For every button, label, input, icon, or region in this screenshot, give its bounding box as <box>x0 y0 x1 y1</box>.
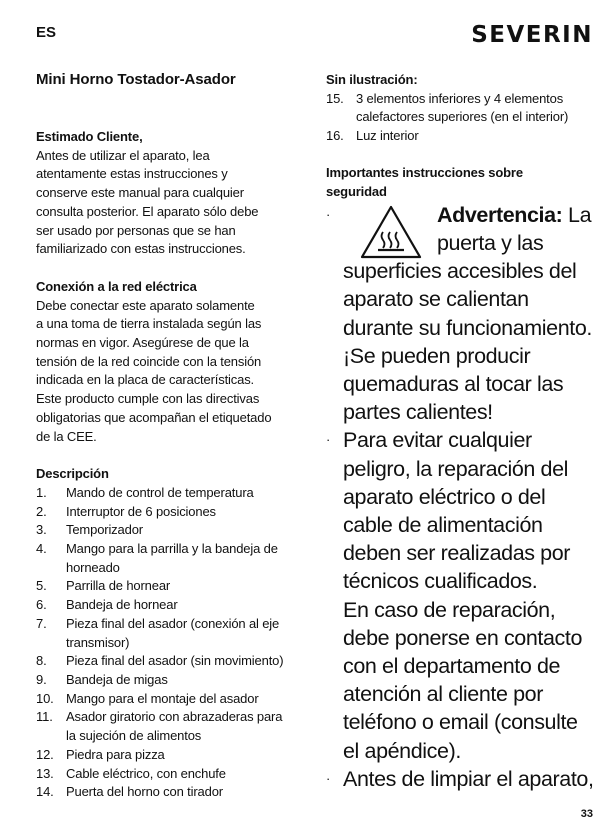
item-text: Bandeja de migas <box>66 671 168 687</box>
warning-line: ¡Se pueden producir <box>343 343 531 368</box>
greeting-heading: Estimado Cliente, <box>36 129 143 144</box>
page-title: Mini Horno Tostador-Asador <box>36 71 236 88</box>
warning-header <box>343 201 594 257</box>
warning-line: quemaduras al tocar las <box>343 372 564 397</box>
not-illustrated-heading: Sin ilustración: <box>326 72 418 87</box>
item-number: 16. <box>326 128 344 144</box>
item-number: 15. <box>326 90 344 106</box>
item-number: 14. <box>36 784 54 800</box>
list-item <box>36 652 304 671</box>
connection-line: normas en vigor. Asegúrese de que la <box>36 335 249 351</box>
item-text-cont: transmisor) <box>66 634 130 650</box>
warning-label: Advertencia: <box>437 203 563 228</box>
connection-line: indicada en la placa de características. <box>36 372 255 388</box>
cleaning-item <box>326 765 594 793</box>
left-column <box>36 128 304 802</box>
list-item <box>36 671 304 690</box>
warning-text: puerta y las <box>437 231 544 256</box>
connection-line: Este producto cumple con las directivas <box>36 391 260 407</box>
item-text-cont: calefactores superiores (en el interior) <box>356 109 569 125</box>
item-text: Mango para la parrilla y la bandeja de <box>66 541 278 557</box>
list-item <box>36 503 304 522</box>
safety-heading <box>326 164 594 201</box>
list-item <box>36 708 304 745</box>
item-text: Puerta del horno con tirador <box>66 784 223 800</box>
item-number: 10. <box>36 690 54 706</box>
right-column <box>326 71 594 793</box>
repair-line: aparato eléctrico o del <box>343 484 546 509</box>
item-text: Asador giratorio con abrazaderas para <box>66 709 283 725</box>
item-number: 5. <box>36 578 47 594</box>
repair-line: debe ponerse en contacto <box>343 625 583 650</box>
list-item <box>36 746 304 765</box>
repair-line: deben ser realizadas por <box>343 541 571 566</box>
item-number: 12. <box>36 746 54 762</box>
connection-line: de la CEE. <box>36 428 97 444</box>
warning-item <box>326 201 594 426</box>
list-item <box>36 484 304 503</box>
greeting-line: consulta posterior. El aparato sólo debe <box>36 203 259 219</box>
repair-line: el apéndice). <box>343 738 461 763</box>
item-text: Parrilla de hornear <box>66 578 171 594</box>
item-text-cont: horneado <box>66 559 120 575</box>
greeting-line: ser usado por personas que se han <box>36 222 236 238</box>
item-text: Temporizador <box>66 522 143 538</box>
bullet-mark: · <box>326 432 330 448</box>
item-number: 6. <box>36 597 47 613</box>
greeting-line: familiarizado con estas instrucciones. <box>36 241 246 257</box>
not-illustrated-list <box>326 90 594 146</box>
warning-line: superficies accesibles del <box>343 259 577 284</box>
safety-heading-line: Importantes instrucciones sobre <box>326 164 523 180</box>
connection-heading: Conexión a la red eléctrica <box>36 278 197 294</box>
brand-logo: SEVERIN <box>471 22 593 48</box>
repair-item <box>326 426 594 764</box>
connection-line: a una toma de tierra instalada según las <box>36 316 262 332</box>
connection-body <box>36 297 304 447</box>
greeting-line: Antes de utilizar el aparato, lea <box>36 147 210 163</box>
repair-line: cable de alimentación <box>343 513 543 538</box>
cleaning-line: Antes de limpiar el aparato, <box>343 766 594 791</box>
repair-line: peligro, la reparación del <box>343 456 569 481</box>
hot-surface-warning-icon <box>360 205 422 260</box>
item-number: 13. <box>36 765 54 781</box>
language-code: ES <box>36 24 57 41</box>
list-item <box>36 540 304 577</box>
safety-list <box>326 201 594 793</box>
bullet-mark: · <box>326 207 330 223</box>
list-item <box>326 90 594 127</box>
list-item <box>36 765 304 784</box>
item-text: Cable eléctrico, con enchufe <box>66 765 226 781</box>
item-text: Piedra para pizza <box>66 746 165 762</box>
item-number: 7. <box>36 615 47 631</box>
item-number: 8. <box>36 653 47 669</box>
item-text-cont: la sujeción de alimentos <box>66 728 202 744</box>
item-text: Bandeja de hornear <box>66 597 178 613</box>
connection-line: obligatorias que acompañan el etiquetado <box>36 409 272 425</box>
item-text: Mango para el montaje del asador <box>66 690 259 706</box>
page-number: 33 <box>580 808 593 820</box>
item-text: 3 elementos inferiores y 4 elementos <box>356 90 564 106</box>
warning-text: La <box>568 203 592 228</box>
connection-line: tensión de la red coincide con la tensión <box>36 353 262 369</box>
warning-line: aparato se calientan <box>343 287 529 312</box>
repair-line: Para evitar cualquier <box>343 428 532 453</box>
repair-line: En caso de reparación, <box>343 597 556 622</box>
list-item <box>36 783 304 802</box>
item-number: 11. <box>36 709 53 725</box>
repair-line: teléfono o email (consulte <box>343 710 578 735</box>
greeting-body <box>36 147 304 259</box>
description-heading: Descripción <box>36 466 109 482</box>
safety-heading-line: seguridad <box>326 183 387 199</box>
warning-line: partes calientes! <box>343 400 493 425</box>
list-item <box>36 596 304 615</box>
warning-line: durante su funcionamiento. <box>343 315 592 340</box>
greeting-line: atentamente estas instrucciones y <box>36 166 228 182</box>
item-number: 3. <box>36 522 47 538</box>
greeting-line: conserve este manual para cualquier <box>36 185 244 201</box>
repair-line: técnicos cualificados. <box>343 569 538 594</box>
list-item <box>36 615 304 652</box>
repair-line: con el departamento de <box>343 654 561 679</box>
item-number: 2. <box>36 503 47 519</box>
item-text: Mando de control de temperatura <box>66 484 254 500</box>
item-number: 9. <box>36 671 47 687</box>
repair-line: atención al cliente por <box>343 682 543 707</box>
bullet-mark: · <box>326 770 330 786</box>
item-number: 4. <box>36 541 47 557</box>
item-text: Luz interior <box>356 128 419 144</box>
item-number: 1. <box>36 484 47 500</box>
item-text: Interruptor de 6 posiciones <box>66 503 216 519</box>
list-item <box>36 690 304 709</box>
item-text: Pieza final del asador (conexión al eje <box>66 615 280 631</box>
connection-line: Debe conectar este aparato solamente <box>36 297 255 313</box>
list-item <box>36 577 304 596</box>
list-item <box>326 127 594 146</box>
list-item <box>36 521 304 540</box>
item-text: Pieza final del asador (sin movimiento) <box>66 653 284 669</box>
warning-intro <box>437 201 591 257</box>
description-list <box>36 484 304 802</box>
